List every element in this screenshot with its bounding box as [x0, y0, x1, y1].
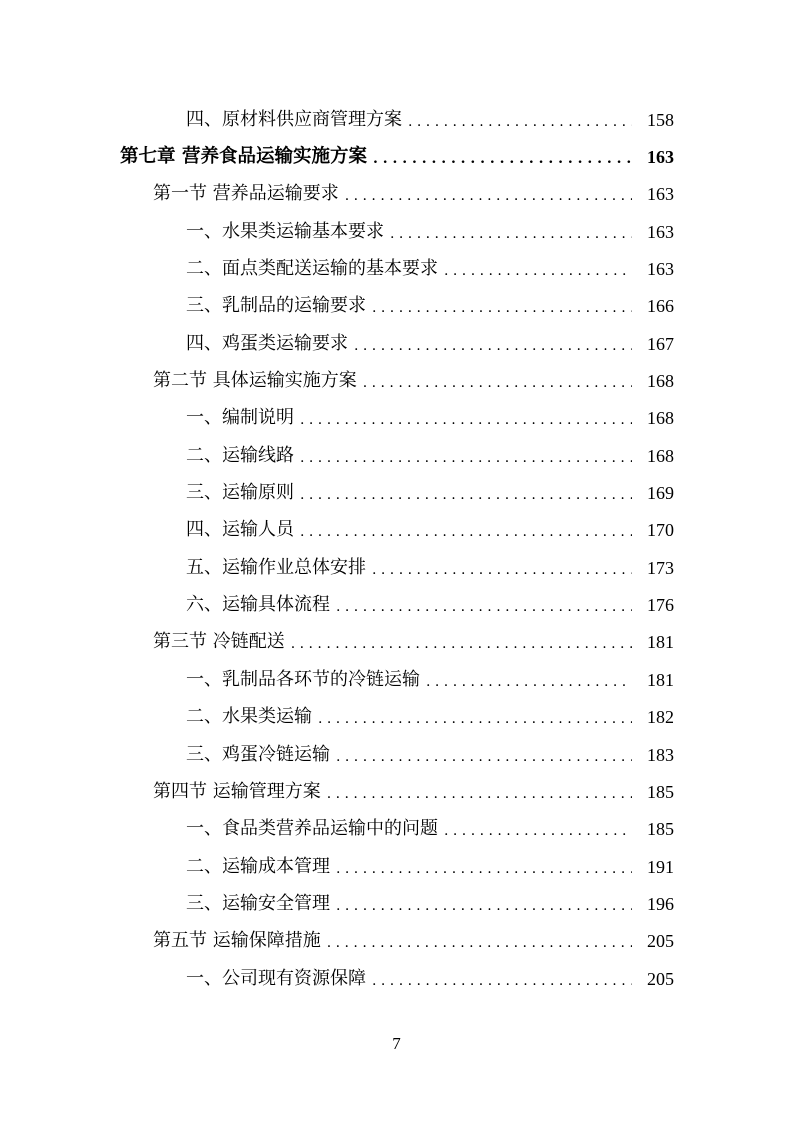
toc-dot-leader	[390, 227, 632, 241]
toc-entry[interactable]	[0, 549, 793, 586]
toc-dot-leader	[300, 451, 632, 465]
toc-dot-leader	[327, 936, 632, 950]
toc-entry[interactable]	[0, 288, 793, 325]
toc-entry-title: 第七章 营养食品运输实施方案	[120, 145, 367, 167]
toc-dot-leader	[408, 115, 632, 129]
toc-entry-title: 四、运输人员	[186, 519, 294, 541]
toc-entry-page: 173	[647, 557, 674, 578]
toc-dot-leader	[291, 637, 632, 651]
toc-entry-title: 二、运输成本管理	[186, 855, 330, 877]
toc-dot-leader	[426, 675, 632, 689]
toc-entry-page: 168	[647, 445, 674, 466]
toc-entry[interactable]	[0, 699, 793, 736]
toc-entry-page: 191	[647, 856, 674, 877]
toc-entry[interactable]	[0, 325, 793, 362]
toc-entry-page: 170	[647, 520, 674, 541]
toc-entry-title: 第五节 运输保障措施	[153, 930, 321, 952]
toc-entry-title: 六、运输具体流程	[186, 594, 330, 616]
toc-entry[interactable]	[0, 213, 793, 250]
toc-entry-title: 第一节 营养品运输要求	[153, 183, 339, 205]
toc-entry-title: 第四节 运输管理方案	[153, 780, 321, 802]
toc-dot-leader	[336, 899, 632, 913]
toc-entry-page: 163	[647, 184, 674, 205]
toc-entry-title: 第二节 具体运输实施方案	[153, 370, 357, 392]
toc-dot-leader	[336, 862, 632, 876]
toc-entry-title: 一、食品类营养品运输中的问题	[186, 818, 438, 840]
toc-dot-leader	[318, 712, 632, 726]
toc-entry-title: 三、运输原则	[186, 482, 294, 504]
toc-entry[interactable]	[0, 512, 793, 549]
toc-entry-page: 183	[647, 744, 674, 765]
toc-entry-section[interactable]	[0, 773, 793, 810]
toc-dot-leader	[363, 376, 632, 390]
toc-entry-title: 四、原材料供应商管理方案	[186, 108, 402, 130]
toc-entry-page: 181	[647, 632, 674, 653]
toc-entry-page: 166	[647, 296, 674, 317]
toc-entry-section[interactable]	[0, 624, 793, 661]
toc-dot-leader	[300, 488, 632, 502]
toc-entry[interactable]	[0, 474, 793, 511]
toc-entry-page: 176	[647, 595, 674, 616]
toc-entry-title: 二、面点类配送运输的基本要求	[186, 258, 438, 280]
toc-dot-leader	[336, 750, 632, 764]
toc-entry[interactable]	[0, 661, 793, 698]
toc-entry-title: 一、公司现有资源保障	[186, 967, 366, 989]
toc-dot-leader	[372, 563, 632, 577]
toc-entry-title: 二、运输线路	[186, 444, 294, 466]
toc-entry-page: 163	[647, 147, 674, 168]
toc-entry-title: 三、运输安全管理	[186, 892, 330, 914]
toc-entry[interactable]	[0, 586, 793, 623]
toc-entry-page: 163	[647, 221, 674, 242]
toc-entry-page: 182	[647, 707, 674, 728]
toc-entry-section[interactable]	[0, 362, 793, 399]
toc-entry-title: 四、鸡蛋类运输要求	[186, 332, 348, 354]
toc-entry-title: 第三节 冷链配送	[153, 631, 285, 653]
toc-entry-section[interactable]	[0, 176, 793, 213]
toc-entry-page: 168	[647, 371, 674, 392]
toc-entry-title: 三、乳制品的运输要求	[186, 295, 366, 317]
toc-entry[interactable]	[0, 811, 793, 848]
toc-entry-page: 205	[647, 931, 674, 952]
toc-dot-leader	[336, 600, 632, 614]
toc-entry-page: 181	[647, 669, 674, 690]
toc-dot-leader	[373, 152, 632, 166]
toc-dot-leader	[444, 824, 632, 838]
toc-entry-page: 205	[647, 968, 674, 989]
toc-dot-leader	[300, 525, 632, 539]
toc-entry-title: 一、编制说明	[186, 407, 294, 429]
page-number: 7	[392, 1034, 401, 1053]
toc-entry[interactable]	[0, 250, 793, 287]
toc-entry[interactable]	[0, 400, 793, 437]
toc-entry-title: 五、运输作业总体安排	[186, 556, 366, 578]
toc-entry-page: 185	[647, 781, 674, 802]
toc-dot-leader	[372, 974, 632, 988]
toc-entry-page: 169	[647, 483, 674, 504]
toc-entry[interactable]	[0, 960, 793, 997]
toc-entry-title: 一、乳制品各环节的冷链运输	[186, 668, 420, 690]
toc-entry-title: 二、水果类运输	[186, 706, 312, 728]
toc-entry-page: 196	[647, 893, 674, 914]
toc-dot-leader	[354, 339, 632, 353]
toc-dot-leader	[372, 301, 632, 315]
toc-entry[interactable]	[0, 848, 793, 885]
toc-entry[interactable]	[0, 736, 793, 773]
toc-dot-leader	[345, 189, 632, 203]
toc-entry-chapter[interactable]	[0, 138, 793, 175]
toc-entry-title: 一、水果类运输基本要求	[186, 220, 384, 242]
toc-dot-leader	[444, 264, 632, 278]
table-of-contents	[0, 101, 793, 997]
toc-entry[interactable]	[0, 101, 793, 138]
toc-entry-page: 167	[647, 333, 674, 354]
toc-entry[interactable]	[0, 885, 793, 922]
toc-entry[interactable]	[0, 437, 793, 474]
toc-entry-page: 163	[647, 259, 674, 280]
toc-dot-leader	[327, 787, 632, 801]
toc-entry-page: 185	[647, 819, 674, 840]
toc-entry-page: 158	[647, 109, 674, 130]
toc-entry-section[interactable]	[0, 923, 793, 960]
toc-entry-title: 三、鸡蛋冷链运输	[186, 743, 330, 765]
toc-dot-leader	[300, 413, 632, 427]
toc-entry-page: 168	[647, 408, 674, 429]
